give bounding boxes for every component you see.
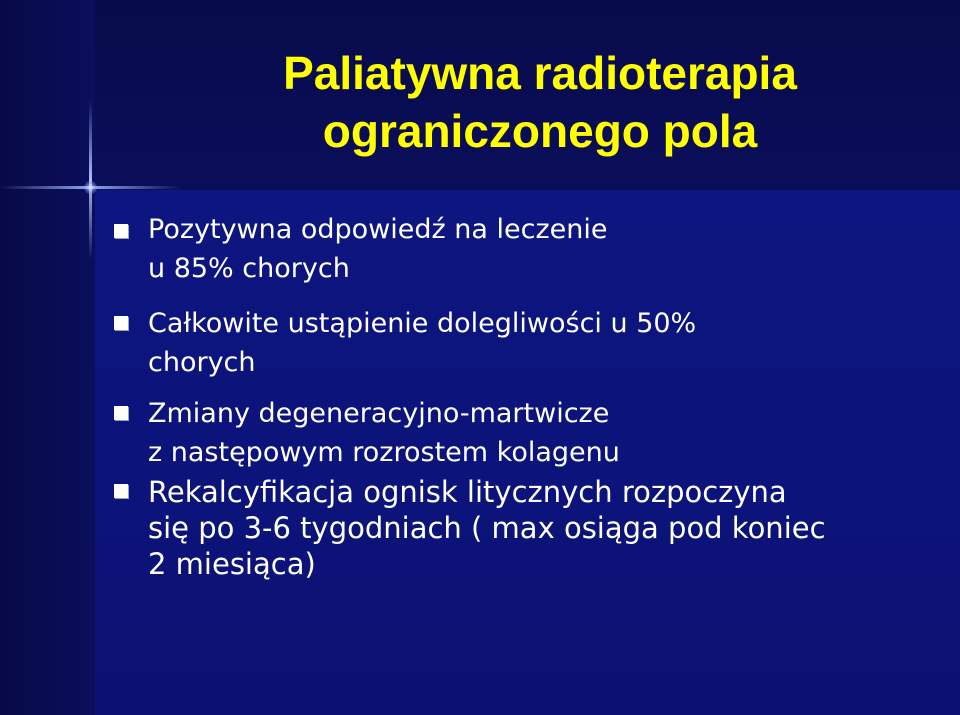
bullet-text-line: z następowym rozrostem kolagenu [148,437,620,468]
light-sparkle-icon [84,181,97,194]
square-bullet-icon [114,224,128,238]
bullet-text-line: Zmiany degeneracyjno-martwicze [148,398,610,429]
bullet-list [110,210,940,582]
bullet-text-line: się po 3-6 tygodniach ( max osiąga pod koniec [148,511,826,545]
bullet-text-line: Rekalcyfikacja ognisk litycznych rozpoczyna [148,475,787,509]
square-bullet-icon [114,484,128,498]
left-background-band [0,0,95,715]
bullet-item [110,304,940,382]
bullet-item [110,474,940,582]
bullet-text-line: Całkowite ustąpienie dolegliwości u 50% [148,308,697,339]
light-sparkle-icon [89,100,92,260]
slide-title-line: ograniczonego pola [322,105,758,157]
slide-title-line: Paliatywna radioterapia [283,47,797,99]
slide-title [140,44,940,160]
square-bullet-icon [114,406,128,420]
bullet-text-line: Pozytywna odpowiedź na leczenie [148,214,608,245]
bullet-text-line: u 85% chorych [148,253,350,284]
square-bullet-icon [114,316,128,330]
bullet-text-line: 2 miesiąca) [148,547,316,581]
bullet-text-line: chorych [148,347,256,378]
bullet-item [110,210,940,288]
bullet-item [110,394,940,472]
